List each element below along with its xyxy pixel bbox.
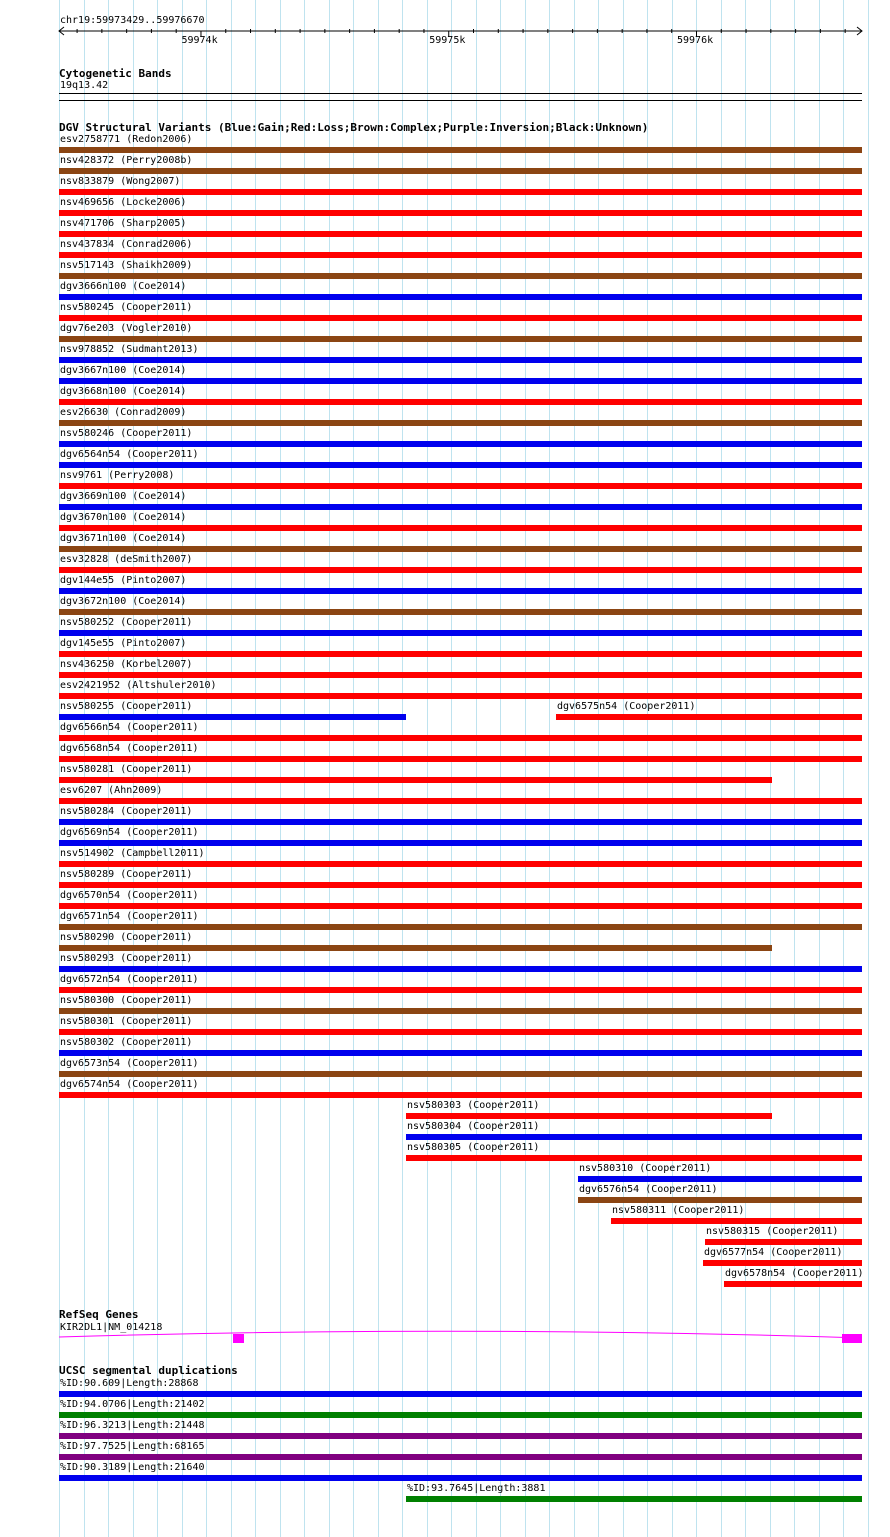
dgv-variant-bar[interactable] [59, 1050, 862, 1056]
dgv-variant-bar[interactable] [406, 1134, 862, 1140]
segdup-label[interactable]: %ID:94.0706|Length:21402 [60, 1399, 205, 1410]
dgv-variant-bar[interactable] [59, 672, 862, 678]
dgv-variant-bar[interactable] [59, 777, 772, 783]
refseq-track-title[interactable]: RefSeq Genes [59, 1308, 139, 1321]
dgv-variant-label[interactable]: nsv580245 (Cooper2011) [60, 302, 193, 313]
dgv-variant-bar[interactable] [703, 1260, 862, 1266]
dgv-variant-bar[interactable] [59, 483, 862, 489]
dgv-variant-label[interactable]: nsv580303 (Cooper2011) [407, 1100, 540, 1111]
dgv-variant-bar[interactable] [59, 357, 862, 363]
refseq-exon[interactable] [842, 1334, 862, 1343]
dgv-variant-bar[interactable] [406, 1155, 862, 1161]
dgv-variant-label[interactable]: nsv580300 (Cooper2011) [60, 995, 193, 1006]
dgv-variant-label[interactable]: dgv6569n54 (Cooper2011) [60, 827, 199, 838]
dgv-variant-label[interactable]: dgv3669n100 (Coe2014) [60, 491, 187, 502]
dgv-variant-label[interactable]: dgv6572n54 (Cooper2011) [60, 974, 199, 985]
dgv-variant-bar[interactable] [59, 630, 862, 636]
dgv-variant-bar[interactable] [59, 168, 862, 174]
dgv-variant-label[interactable]: dgv76e203 (Vogler2010) [60, 323, 193, 334]
dgv-variant-label[interactable]: nsv580252 (Cooper2011) [60, 617, 193, 628]
segdup-label[interactable]: %ID:93.7645|Length:3881 [407, 1483, 546, 1494]
dgv-variant-label[interactable]: dgv6573n54 (Cooper2011) [60, 1058, 199, 1069]
dgv-variant-bar[interactable] [59, 441, 862, 447]
dgv-variant-bar[interactable] [406, 1113, 772, 1119]
dgv-variant-label[interactable]: nsv978852 (Sudmant2013) [60, 344, 199, 355]
dgv-variant-label[interactable]: dgv6577n54 (Cooper2011) [704, 1247, 843, 1258]
dgv-variant-label[interactable]: nsv580246 (Cooper2011) [60, 428, 193, 439]
dgv-variant-bar[interactable] [59, 966, 862, 972]
dgv-variant-bar[interactable] [59, 336, 862, 342]
segdup-bar[interactable] [59, 1433, 862, 1439]
refseq-gene-model[interactable] [0, 1330, 890, 1346]
dgv-variant-label[interactable]: dgv6568n54 (Cooper2011) [60, 743, 199, 754]
dgv-variant-bar[interactable] [59, 798, 862, 804]
dgv-variant-label[interactable]: nsv469656 (Locke2006) [60, 197, 187, 208]
dgv-variant-label[interactable]: dgv3672n100 (Coe2014) [60, 596, 187, 607]
dgv-variant-label[interactable]: nsv514902 (Campbell2011) [60, 848, 205, 859]
dgv-variant-label[interactable]: dgv145e55 (Pinto2007) [60, 638, 187, 649]
dgv-variant-bar[interactable] [59, 189, 862, 195]
dgv-variant-label[interactable]: nsv580293 (Cooper2011) [60, 953, 193, 964]
dgv-variant-label[interactable]: nsv580290 (Cooper2011) [60, 932, 193, 943]
segdup-bar[interactable] [59, 1454, 862, 1460]
segdup-bar[interactable] [406, 1496, 862, 1502]
dgv-variant-bar[interactable] [59, 735, 862, 741]
dgv-variant-label[interactable]: nsv580284 (Cooper2011) [60, 806, 193, 817]
dgv-variant-bar[interactable] [59, 1029, 862, 1035]
dgv-variant-bar[interactable] [59, 987, 862, 993]
dgv-variant-bar[interactable] [724, 1281, 862, 1287]
cytoband-bar-bottom [59, 100, 862, 101]
dgv-variant-bar[interactable] [59, 147, 862, 153]
dgv-variant-label[interactable]: nsv833879 (Wong2007) [60, 176, 181, 187]
dgv-variant-label[interactable]: dgv6574n54 (Cooper2011) [60, 1079, 199, 1090]
dgv-variant-label[interactable]: nsv471706 (Sharp2005) [60, 218, 187, 229]
ruler-tick-label: 59975k [429, 35, 466, 46]
dgv-variant-label[interactable]: dgv6576n54 (Cooper2011) [579, 1184, 718, 1195]
dgv-variant-label[interactable]: esv26630 (Conrad2009) [60, 407, 187, 418]
dgv-variant-bar[interactable] [578, 1176, 862, 1182]
dgv-variant-label[interactable]: nsv437834 (Conrad2006) [60, 239, 193, 250]
dgv-variant-label[interactable]: esv2421952 (Altshuler2010) [60, 680, 217, 691]
dgv-variant-label[interactable]: dgv3670n100 (Coe2014) [60, 512, 187, 523]
dgv-variant-label[interactable]: nsv580315 (Cooper2011) [706, 1226, 839, 1237]
dgv-variant-label[interactable]: esv6207 (Ahn2009) [60, 785, 163, 796]
dgv-variant-label[interactable]: nsv517143 (Shaikh2009) [60, 260, 193, 271]
dgv-variant-label[interactable]: dgv3667n100 (Coe2014) [60, 365, 187, 376]
dgv-variant-label[interactable]: dgv3671n100 (Coe2014) [60, 533, 187, 544]
dgv-variant-bar[interactable] [59, 315, 862, 321]
dgv-track-title[interactable]: DGV Structural Variants (Blue:Gain;Red:Loss;Brown:Complex;Purple:Inversion;Black:Unknown) [59, 121, 649, 134]
dgv-variant-bar[interactable] [611, 1218, 862, 1224]
dgv-variant-label[interactable]: nsv436250 (Korbel2007) [60, 659, 193, 670]
dgv-variant-bar[interactable] [59, 1092, 862, 1098]
ruler-tick-label: 59974k [181, 35, 218, 46]
dgv-variant-bar[interactable] [59, 1008, 862, 1014]
segdup-bar[interactable] [59, 1391, 862, 1397]
dgv-variant-label[interactable]: nsv580310 (Cooper2011) [579, 1163, 712, 1174]
refseq-exon[interactable] [233, 1334, 244, 1343]
dgv-variant-bar[interactable] [59, 504, 862, 510]
cytoband-track-title[interactable]: Cytogenetic Bands [59, 67, 172, 80]
dgv-variant-bar[interactable] [59, 945, 772, 951]
dgv-variant-label[interactable]: nsv580305 (Cooper2011) [407, 1142, 540, 1153]
dgv-variant-bar[interactable] [59, 861, 862, 867]
dgv-variant-bar[interactable] [59, 210, 862, 216]
dgv-variant-bar[interactable] [59, 525, 862, 531]
dgv-variant-bar[interactable] [59, 819, 862, 825]
dgv-variant-label[interactable]: dgv6566n54 (Cooper2011) [60, 722, 199, 733]
dgv-variant-label[interactable]: esv32828 (deSmith2007) [60, 554, 193, 565]
dgv-variant-label[interactable]: nsv580255 (Cooper2011) [60, 701, 193, 712]
dgv-variant-bar[interactable] [556, 714, 862, 720]
dgv-variant-bar[interactable] [59, 651, 862, 657]
segdup-label[interactable]: %ID:90.3189|Length:21640 [60, 1462, 205, 1473]
dgv-variant-bar[interactable] [59, 756, 862, 762]
refseq-intron-line[interactable] [59, 1331, 862, 1338]
refseq-gene-label[interactable]: KIR2DL1|NM_014218 [60, 1322, 163, 1333]
dgv-variant-label[interactable]: nsv580301 (Cooper2011) [60, 1016, 193, 1027]
ruler-tick-label: 59976k [676, 35, 714, 46]
dgv-variant-bar[interactable] [59, 231, 862, 237]
segdup-bar[interactable] [59, 1412, 862, 1418]
dgv-variant-bar[interactable] [59, 882, 862, 888]
dgv-variant-bar[interactable] [59, 273, 862, 279]
dgv-variant-bar[interactable] [578, 1197, 862, 1203]
dgv-variant-bar[interactable] [59, 567, 862, 573]
dgv-variant-label[interactable]: dgv6575n54 (Cooper2011) [557, 701, 696, 712]
dgv-variant-bar[interactable] [59, 546, 862, 552]
dgv-variant-bar[interactable] [59, 1071, 862, 1077]
dgv-variant-label[interactable]: dgv144e55 (Pinto2007) [60, 575, 187, 586]
cytoband-label[interactable]: 19q13.42 [60, 80, 109, 91]
ruler-coordinates: chr19:59973429..59976670 [60, 15, 205, 26]
segdup-track-title[interactable]: UCSC segmental duplications [59, 1364, 238, 1377]
segdup-label[interactable]: %ID:97.7525|Length:68165 [60, 1441, 205, 1452]
dgv-variant-bar[interactable] [59, 294, 862, 300]
dgv-variant-label[interactable]: dgv6564n54 (Cooper2011) [60, 449, 199, 460]
dgv-variant-label[interactable]: nsv580289 (Cooper2011) [60, 869, 193, 880]
dgv-variant-bar[interactable] [59, 924, 862, 930]
dgv-variant-label[interactable]: dgv3668n100 (Coe2014) [60, 386, 187, 397]
segdup-bar[interactable] [59, 1475, 862, 1481]
dgv-variant-label[interactable]: nsv580311 (Cooper2011) [612, 1205, 745, 1216]
dgv-variant-bar[interactable] [59, 588, 862, 594]
cytoband-bar [59, 93, 862, 94]
dgv-variant-label[interactable]: nsv580281 (Cooper2011) [60, 764, 193, 775]
dgv-variant-bar[interactable] [59, 252, 862, 258]
dgv-variant-label[interactable]: nsv428372 (Perry2008b) [60, 155, 193, 166]
dgv-variant-label[interactable]: dgv3666n100 (Coe2014) [60, 281, 187, 292]
dgv-variant-label[interactable]: esv2758771 (Redon2006) [60, 134, 193, 145]
dgv-variant-bar[interactable] [59, 420, 862, 426]
dgv-variant-label[interactable]: nsv580302 (Cooper2011) [60, 1037, 193, 1048]
dgv-variant-bar[interactable] [59, 714, 406, 720]
dgv-variant-bar[interactable] [59, 609, 862, 615]
dgv-variant-label[interactable]: dgv6570n54 (Cooper2011) [60, 890, 199, 901]
segdup-label[interactable]: %ID:90.609|Length:28868 [60, 1378, 199, 1389]
dgv-variant-label[interactable]: nsv580304 (Cooper2011) [407, 1121, 540, 1132]
grid-line [868, 0, 869, 1537]
dgv-variant-label[interactable]: dgv6571n54 (Cooper2011) [60, 911, 199, 922]
dgv-variant-label[interactable]: nsv9761 (Perry2008) [60, 470, 175, 481]
dgv-variant-label[interactable]: dgv6578n54 (Cooper2011) [725, 1268, 864, 1279]
dgv-variant-bar[interactable] [59, 840, 862, 846]
dgv-variant-bar[interactable] [59, 903, 862, 909]
dgv-variant-bar[interactable] [59, 462, 862, 468]
dgv-variant-bar[interactable] [59, 399, 862, 405]
dgv-variant-bar[interactable] [705, 1239, 862, 1245]
dgv-variant-bar[interactable] [59, 378, 862, 384]
dgv-variant-bar[interactable] [59, 693, 862, 699]
segdup-label[interactable]: %ID:96.3213|Length:21448 [60, 1420, 205, 1431]
